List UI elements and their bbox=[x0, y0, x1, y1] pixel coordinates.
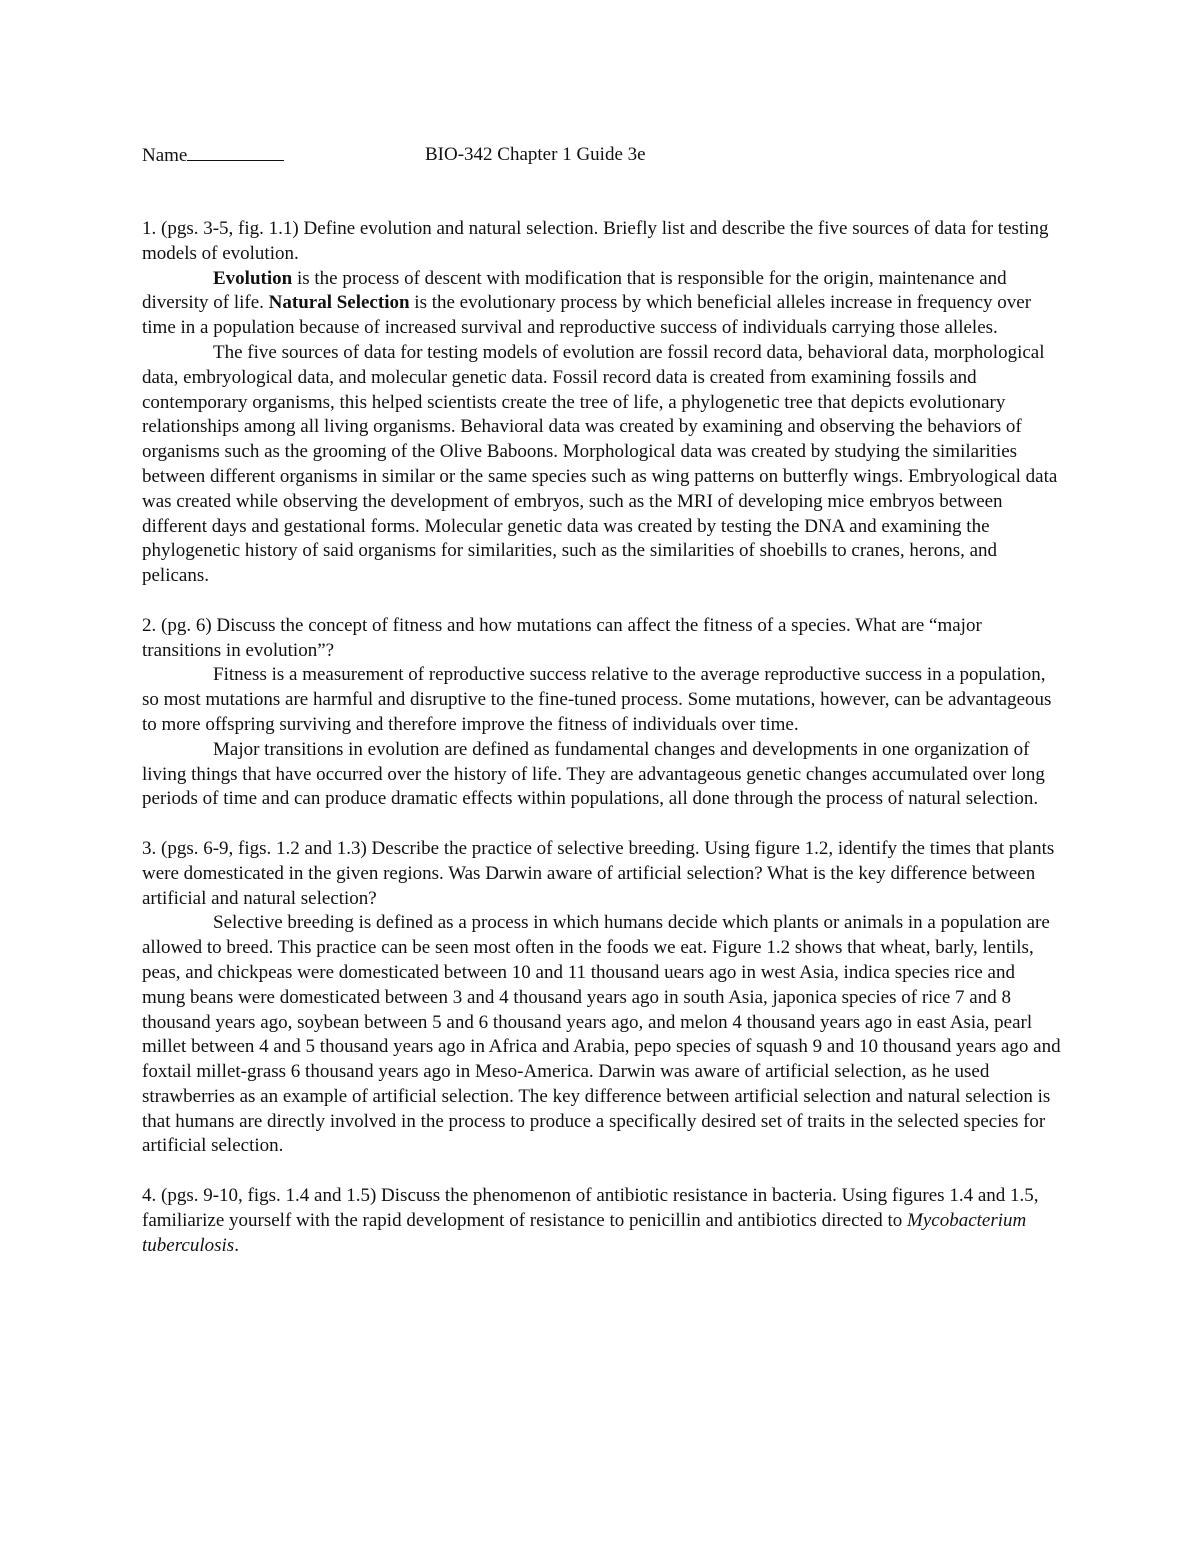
paragraph-spacer bbox=[142, 589, 1062, 614]
definition-evolution: is the process of descent with modification that is responsible for the origin, maintenance and diversity of life. bbox=[142, 267, 1007, 314]
name-label: Name bbox=[142, 145, 188, 166]
question-4 bbox=[142, 1184, 1062, 1258]
term-natural-selection: Natural Selection bbox=[268, 292, 410, 314]
document-header bbox=[142, 143, 1062, 168]
name-blank-line bbox=[187, 143, 284, 161]
question-1-answer-sources: The five sources of data for testing models of evolution are fossil record data, behavioral data, morphological data, embryological data, and molecular genetic data. Fossil record data is created from examining fossils and contemporary organisms, this helped scientists create the tree of life, a phylogenetic tree that depicts evolutionary relationships among all living organisms. Behavioral data was created by examining and observing the behaviors of organisms such as the grooming of the Olive Baboons. Morphological data was created by studying the similarities between different organisms in similar or the same species such as wing patterns on butterfly wings. Embryological data was created while observing the development of embryos, such as the MRI of developing mice embryos between different days and gestational forms. Molecular genetic data was created by testing the DNA and examining the phylogenetic history of said organisms for similarities, such as the similarities of shoebills to cranes, herons, and pelicans. bbox=[142, 341, 1058, 587]
question-2: 2. (pg. 6) Discuss the concept of fitness and how mutations can affect the fitness of a species. What are “major transitions in evolution”? bbox=[142, 614, 982, 661]
question-3-answer: Selective breeding is defined as a process in which humans decide which plants or animals in a population are allowed to breed. This practice can be seen most often in the foods we eat. Figure 1.2 shows that wheat, barly, lentils, peas, and chickpeas were domesticated between 10 and 11 thousand uears ago in west Asia, indica species rice and mung beans were domesticated between 3 and 4 thousand years ago in south Asia, japonica species of rice 7 and 8 thousand years ago, soybean between 5 and 6 thousand years ago, and melon 4 thousand years ago in east Asia, pearl millet between 4 and 5 thousand years ago in Africa and Arabia, pepo species of squash 9 and 10 thousand years ago and foxtail millet-grass 6 thousand years ago in Meso-America. Darwin was aware of artificial selection, as he used strawberries as an example of artificial selection. The key difference between artificial selection and natural selection is that humans are directly involved in the process to produce a specifically desired set of traits in the selected species for artificial selection. bbox=[142, 912, 1061, 1157]
term-evolution: Evolution bbox=[213, 267, 293, 289]
paragraph-spacer bbox=[142, 812, 1062, 837]
name-field bbox=[142, 143, 284, 169]
question-4-text: 4. (pgs. 9-10, figs. 1.4 and 1.5) Discuss the phenomenon of antibiotic resistance in bacteria. Using figures 1.4 and 1.5, familiarize yourself with the rapid development of resistance to penicillin and antibiotics directed to bbox=[142, 1185, 1039, 1231]
question-2-answer-transitions: Major transitions in evolution are defined as fundamental changes and developments in one organization of living things that have occurred over the history of life. They are advantageous genetic changes accumulated over long periods of time and can produce dramatic effects within populations, all done through the process of natural selection. bbox=[142, 738, 1045, 810]
question-1-answer-definitions bbox=[142, 267, 1062, 341]
question-1: 1. (pgs. 3-5, fig. 1.1) Define evolution and natural selection. Briefly list and describe the five sources of data for testing models of evolution. bbox=[142, 218, 1049, 264]
course-title: BIO-342 Chapter 1 Guide 3e bbox=[425, 144, 646, 165]
question-2-answer-fitness: Fitness is a measurement of reproductive success relative to the average reproductive success in a population, so most mutations are harmful and disruptive to the fine-tuned process. Some mutations, however, can be advantageous to more offspring surviving and therefore improve the fitness of individuals over time. bbox=[142, 664, 1052, 735]
definition-natural-selection: is the evolutionary process by which beneficial alleles increase in frequency over time in a population because of increased survival and reproductive success of individuals carrying those alleles. bbox=[142, 292, 1032, 339]
paragraph-spacer bbox=[142, 1159, 1062, 1184]
document-page bbox=[142, 143, 1062, 1258]
question-3: 3. (pgs. 6-9, figs. 1.2 and 1.3) Describe the practice of selective breeding. Using figure 1.2, identify the times that plants were domesticated in the given regions. Was Darwin aware of artificial selection? What is the key difference between artificial and natural selection? bbox=[142, 837, 1055, 909]
question-4-end: . bbox=[234, 1234, 239, 1256]
species-name: Mycobacterium tuberculosis bbox=[142, 1209, 1027, 1256]
